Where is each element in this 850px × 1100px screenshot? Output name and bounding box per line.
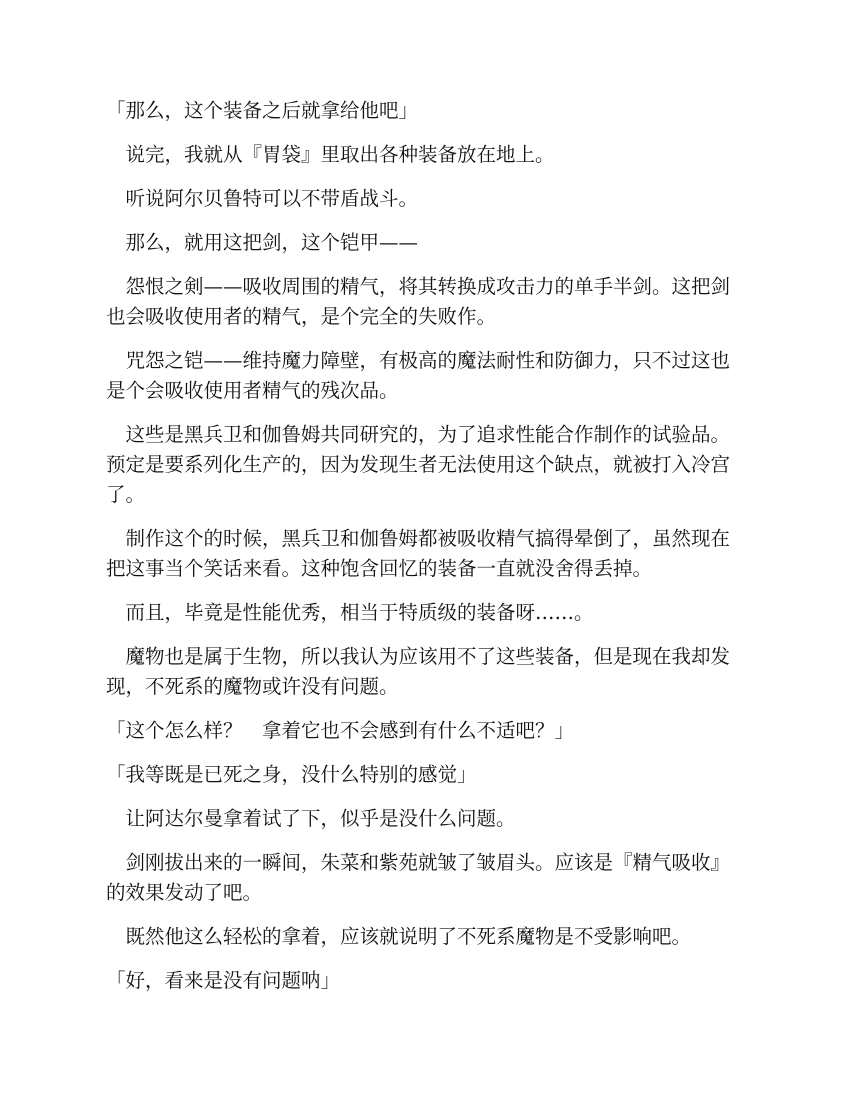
paragraph-5: 怨恨之剣——吸收周围的精气，将其转换成攻击力的单手半剑。这把剑也会吸收使用者的精气，是个完全的失败作。 <box>106 275 731 328</box>
paragraph-7: 这些是黑兵卫和伽鲁姆共同研究的，为了追求性能合作制作的试验品。预定是要系列化生产的，因为发现生者无法使用这个缺点，就被打入冷宫了。 <box>106 423 731 506</box>
paragraph-8: 制作这个的时候，黑兵卫和伽鲁姆都被吸收精气搞得晕倒了，虽然现在把这事当个笑话来看。这种饱含回忆的装备一直就没舍得丢掉。 <box>106 527 731 580</box>
paragraph-3: 听说阿尔贝鲁特可以不带盾战斗。 <box>125 187 419 210</box>
paragraph-10: 魔物也是属于生物，所以我认为应该用不了这些装备，但是现在我却发现，不死系的魔物或许没有问题。 <box>106 645 731 698</box>
paragraph-12: 「我等既是已死之身，没什么特别的感觉」 <box>106 763 477 786</box>
paragraph-13: 让阿达尔曼拿着试了下，似乎是没什么问题。 <box>125 807 516 830</box>
document-body <box>106 96 746 1010</box>
paragraph-16: 「好，看来是没有问题呐」 <box>106 969 341 992</box>
paragraph-9: 而且，毕竟是性能优秀，相当于特质级的装备呀……。 <box>125 601 594 624</box>
paragraph-14: 剑刚拔出来的一瞬间，朱菜和紫苑就皱了皱眉头。应该是『精气吸收』的效果发动了吧。 <box>106 851 731 904</box>
paragraph-15: 既然他这么轻松的拿着，应该就说明了不死系魔物是不受影响吧。 <box>125 925 692 948</box>
paragraph-11: 「这个怎么样？ 拿着它也不会感到有什么不适吧？」 <box>106 719 575 742</box>
paragraph-6: 咒怨之铠——维持魔力障壁，有极高的魔法耐性和防御力，只不过这也是个会吸收使用者精气的残次品。 <box>106 349 731 402</box>
paragraph-2: 说完，我就从『胃袋』里取出各种装备放在地上。 <box>125 143 555 166</box>
paragraph-1: 「那么，这个装备之后就拿给他吧」 <box>106 99 419 122</box>
paragraph-4: 那么，就用这把剑，这个铠甲—— <box>125 231 419 254</box>
